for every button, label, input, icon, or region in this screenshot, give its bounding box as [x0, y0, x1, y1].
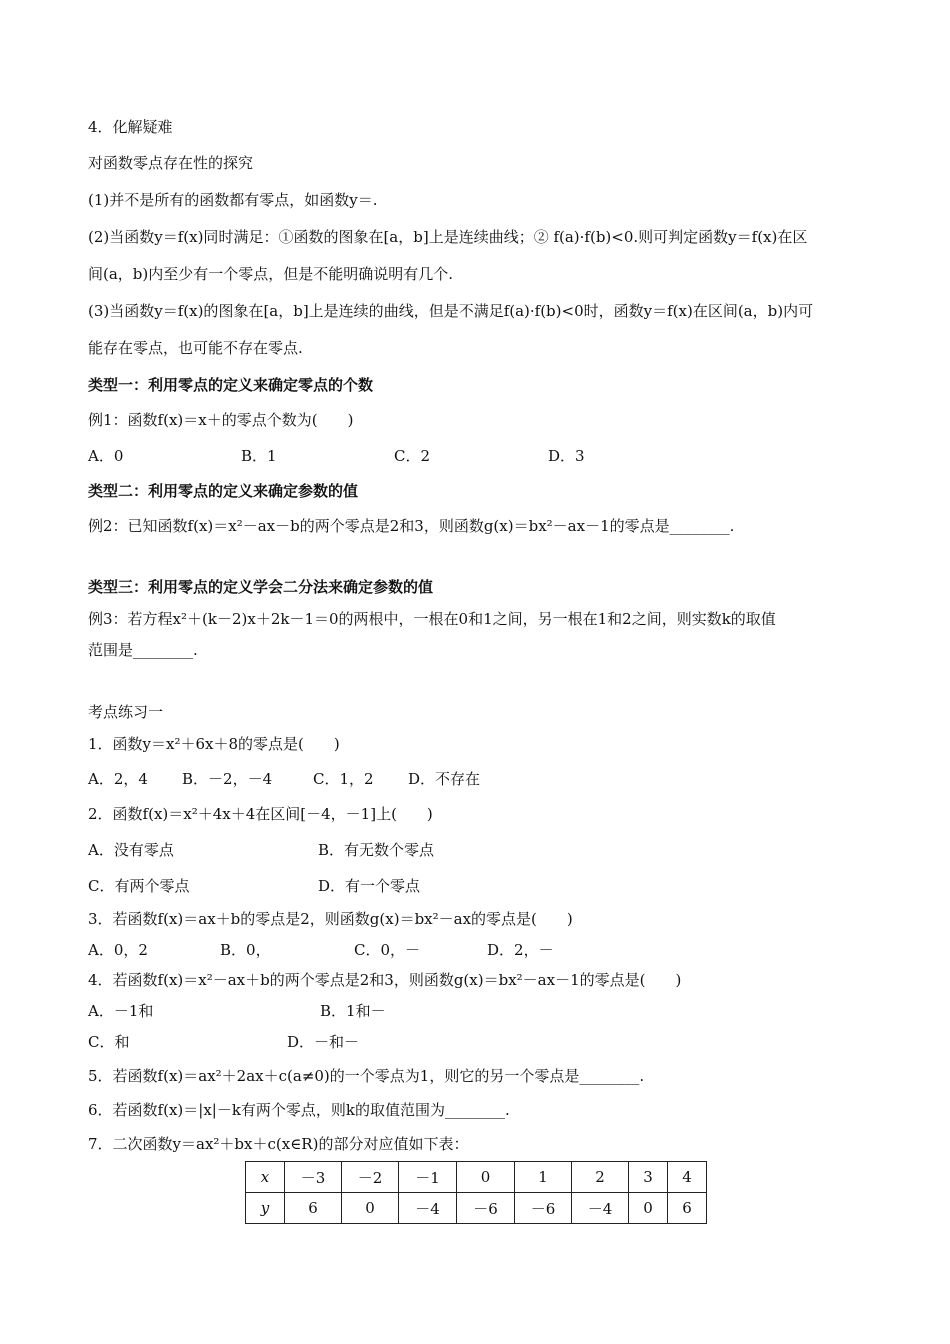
question-1-option-c: C．1，2: [313, 770, 374, 788]
question-4-option-c: C．和: [88, 1033, 130, 1051]
paragraph-3-line-1: (3)当函数y＝f(x)的图象在[a，b]上是连续的曲线，但是不满足f(a)·f(b)<0时，函数y＝f(x)在区间(a，b)内可: [88, 302, 814, 320]
example-1-option-d: D．3: [548, 447, 585, 465]
question-4-option-b: B．1和－: [320, 1002, 386, 1020]
practice-title: 考点练习一: [88, 703, 164, 721]
type3-title: 类型三：利用零点的定义学会二分法来确定参数的值: [88, 578, 434, 596]
table-cell: 0: [457, 1162, 515, 1193]
question-5: 5．若函数f(x)＝ax²＋2ax＋c(a≠0)的一个零点为1，则它的另一个零点是________.: [88, 1067, 645, 1085]
table-cell: －4: [399, 1193, 457, 1224]
value-table: [245, 1161, 707, 1224]
table-cell: 3: [629, 1162, 668, 1193]
example-1-option-a: A．0: [88, 447, 124, 465]
table-cell: 2: [572, 1162, 629, 1193]
table-cell: 1: [515, 1162, 572, 1193]
table-row-x: [246, 1162, 707, 1193]
table-cell: 6: [285, 1193, 342, 1224]
question-7: 7．二次函数y＝ax²＋bx＋c(x∈R)的部分对应值如下表：: [88, 1135, 469, 1153]
table-cell: －1: [399, 1162, 457, 1193]
question-3-option-c: C．0，－: [354, 941, 421, 959]
table-cell: 0: [342, 1193, 399, 1224]
question-1-option-b: B．－2，－4: [182, 770, 273, 788]
table-cell: －2: [342, 1162, 399, 1193]
question-1-option-d: D．不存在: [408, 770, 481, 788]
table-cell: 4: [668, 1162, 707, 1193]
question-2-option-a: A．没有零点: [88, 841, 174, 859]
question-4-option-a: A．－1和: [88, 1002, 154, 1020]
table-cell: －6: [515, 1193, 572, 1224]
table-cell: 0: [629, 1193, 668, 1224]
example-3-line-2: 范围是________.: [88, 641, 198, 659]
example-1: 例1：函数f(x)＝x＋的零点个数为( ): [88, 411, 354, 429]
paragraph-2-line-1: (2)当函数y＝f(x)同时满足：①函数的图象在[a，b]上是连续曲线；② f(a)·f(b)<0.则可判定函数y＝f(x)在区: [88, 228, 808, 246]
question-4-option-d: D．－和－: [287, 1033, 360, 1051]
section-heading: 4．化解疑难: [88, 118, 173, 136]
question-2-option-d: D．有一个零点: [318, 877, 421, 895]
type1-title: 类型一：利用零点的定义来确定零点的个数: [88, 376, 374, 394]
table-cell: 6: [668, 1193, 707, 1224]
question-2-option-c: C．有两个零点: [88, 877, 190, 895]
question-3-option-d: D．2，－: [487, 941, 554, 959]
example-2: 例2：已知函数f(x)＝x²－ax－b的两个零点是2和3，则函数g(x)＝bx²－ax－1的零点是________.: [88, 517, 735, 535]
example-1-option-b: B．1: [241, 447, 277, 465]
example-1-option-c: C．2: [394, 447, 431, 465]
type2-title: 类型二：利用零点的定义来确定参数的值: [88, 482, 359, 500]
paragraph-3-line-2: 能存在零点，也可能不存在零点.: [88, 339, 303, 357]
question-6: 6．若函数f(x)＝|x|－k有两个零点，则k的取值范围为________.: [88, 1101, 510, 1119]
table-cell: －6: [457, 1193, 515, 1224]
question-3-option-b: B．0，: [220, 941, 271, 959]
question-1: 1．函数y＝x²＋6x＋8的零点是( ): [88, 735, 340, 753]
table-row-y: [246, 1193, 707, 1224]
paragraph-1: (1)并不是所有的函数都有零点，如函数y＝.: [88, 191, 378, 209]
question-2-option-b: B．有无数个零点: [318, 841, 435, 859]
table-header-x: x: [246, 1162, 285, 1193]
question-3: 3．若函数f(x)＝ax＋b的零点是2，则函数g(x)＝bx²－ax的零点是( ): [88, 910, 573, 928]
question-3-option-a: A．0，2: [88, 941, 148, 959]
question-2: 2．函数f(x)＝x²＋4x＋4在区间[－4，－1]上( ): [88, 805, 433, 823]
question-4: 4．若函数f(x)＝x²－ax＋b的两个零点是2和3，则函数g(x)＝bx²－ax－1的零点是( ): [88, 971, 682, 989]
section-subheading: 对函数零点存在性的探究: [88, 154, 254, 172]
paragraph-2-line-2: 间(a，b)内至少有一个零点，但是不能明确说明有几个.: [88, 265, 454, 283]
table-cell: －4: [572, 1193, 629, 1224]
example-3-line-1: 例3：若方程x²＋(k－2)x＋2k－1＝0的两根中，一根在0和1之间，另一根在1和2之间，则实数k的取值: [88, 610, 776, 628]
question-1-option-a: A．2，4: [88, 770, 148, 788]
table-header-y: y: [246, 1193, 285, 1224]
table-cell: －3: [285, 1162, 342, 1193]
